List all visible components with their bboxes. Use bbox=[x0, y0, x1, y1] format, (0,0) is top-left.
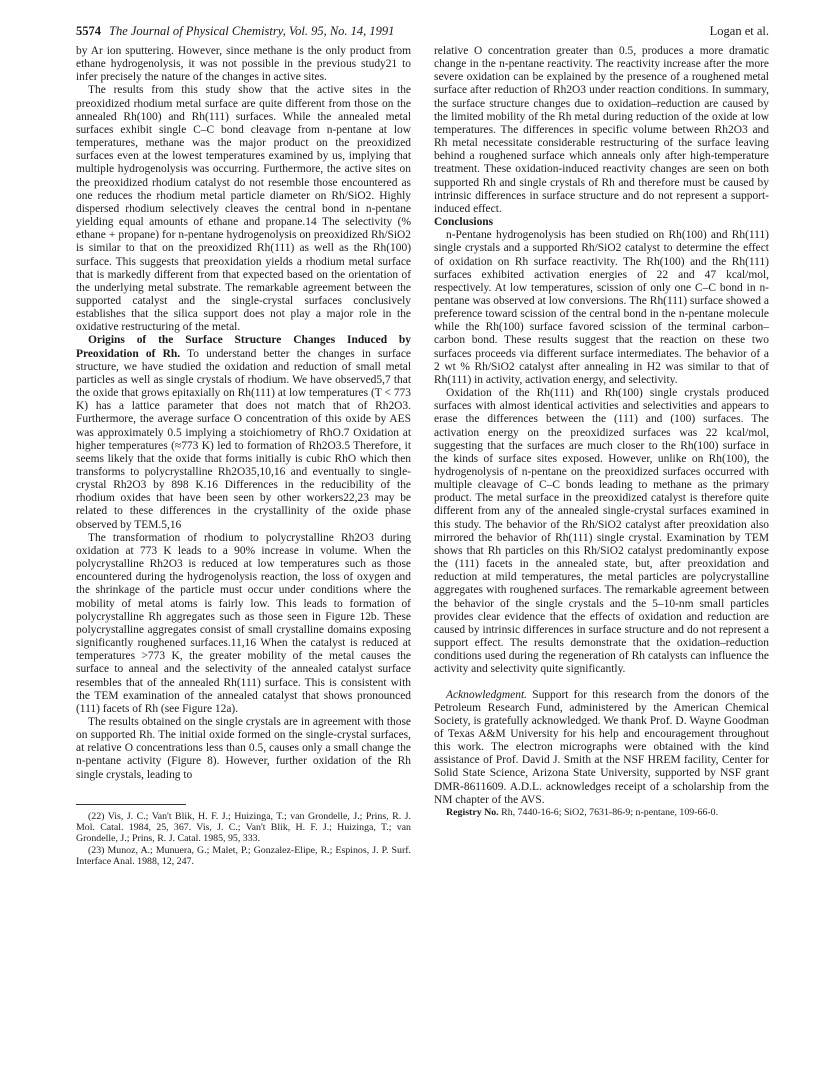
acknowledgment bbox=[434, 689, 769, 807]
two-column-body bbox=[76, 45, 769, 867]
registry-label: Registry No. bbox=[446, 806, 499, 818]
header-left bbox=[76, 24, 394, 39]
paragraph: by Ar ion sputtering. However, since methane is the only product from ethane hydrogenolysis, it was not possible in the previous study21 to infer precisely the nature of the changes in active sites. bbox=[76, 45, 411, 84]
registry-text: Rh, 7440-16-6; SiO2, 7631-86-9; n-pentane, 109-66-0. bbox=[501, 806, 719, 818]
journal-citation: The Journal of Physical Chemistry, Vol. 95, No. 14, 1991 bbox=[109, 24, 395, 38]
footnote-divider bbox=[76, 804, 186, 805]
paragraph bbox=[76, 334, 411, 531]
running-header bbox=[76, 24, 769, 39]
footnote: (23) Munoz, A.; Munuera, G.; Malet, P.; Gonzalez-Elipe, R.; Espinos, J. P. Surf. Interface Anal. 1988, 12, 247. bbox=[76, 844, 411, 867]
right-column bbox=[434, 45, 769, 867]
acknowledgment-label: Acknowledgment. bbox=[446, 688, 527, 701]
registry-numbers bbox=[434, 807, 769, 819]
acknowledgment-text: Support for this research from the donors of the Petroleum Research Fund, administered by the American Chemical Society, is gratefully acknowledged. We thank Prof. D. Wayne Goodman of Texas A&M University for his help and encouragement throughout this work. The electron micrographs were obtained with the kind assistance of Prof. David J. Smith at the NSF HREM facility, Center for Solid State Science, Arizona State University, supported by NSF grant DMR-8611609. A.D.L. acknowledges receipt of a scholarship from the NM chapter of the AVS. bbox=[434, 688, 769, 806]
paragraph-text: To understand better the changes in surface structure, we have studied the oxidation and reduction of small metal particles as well as single crystals of rhodium. We have observed5,7 that the oxide that grows epitaxially on Rh(111) at low temperatures (T < 773 K) has a lattice parameter that does not match that of Rh2O3. Furthermore, the average surface O concentration of this oxide by AES was approximately 0.5 implying a stoichiometry of RhO.7 Oxidation at higher temperatures (≈773 K) led to formation of Rh2O3.5 Therefore, it seems likely that the oxide that forms initially is cubic RhO which then transforms to polycrystalline Rh2O35,10,16 and eventually to single-crystal Rh2O3 by 898 K.16 Differences in the reducibility of the rhodium oxides that have been seen by other workers22,23 may be related to these differences in the crystallinity of the oxide phase observed by TEM.5,16 bbox=[76, 347, 412, 531]
paragraph: n-Pentane hydrogenolysis has been studied on Rh(100) and Rh(111) single crystals and a supported Rh/SiO2 catalyst to determine the effect of oxidation on Rh surface reactivity. The Rh(100) and the Rh(111) surfaces exhibited activation energies of 22 and 47 kcal/mol, respectively. At low temperatures, scission of only one C–C bond in n-pentane was observed at low conversions. The Rh(111) surface showed a preference toward scission of the central bond in the n-pentane molecule while the Rh(100) surface favored scission of the terminal carbon–carbon bond. These results suggest that the reaction on these two surfaces proceeds via different surface intermediates. The behavior of a 2 wt % Rh/SiO2 catalyst after annealing in H2 was similar to that of Rh(111) in activity, activation energy, and selectivity. bbox=[434, 229, 769, 386]
section-runin-heading: Origins of the Surface Structure Changes Induced by Preoxidation of Rh. bbox=[76, 334, 411, 360]
page-number: 5574 bbox=[76, 24, 101, 38]
footnote: (22) Vis, J. C.; Van't Blik, H. F. J.; Huizinga, T.; van Grondelle, J.; Prins, R. J. Mol. Catal. 1984, 25, 367. Vis, J. C.; Van't Blik, H. F. J.; Huizinga, T.; van Grondelle, J.; Prins, R. J. Catal. 1985, 95, 333. bbox=[76, 810, 411, 845]
paragraph: The results from this study show that the active sites in the preoxidized rhodium metal surface are quite different from those on the annealed Rh(100) and Rh(111) surfaces. While the annealed metal surfaces exhibit single C–C bond cleavage from n-pentane at low temperatures, methane was the major product on the preoxidized surfaces even at the lowest temperatures examined by us, implying that multiple hydrogenolysis was occurring. Furthermore, the active sites on the preoxidized rhodium catalyst do not resemble those encountered as one reduces the rhodium metal particle diameter on Rh/SiO2. Highly dispersed rhodium selectively cleaves the central bond in n-pentane yielding equal amounts of ethane and propane.14 The selectivity (% ethane + propane) for n-pentane hydrogenolysis on preoxidized Rh/SiO2 is similar to that on the preoxidized Rh(111) as well as the Rh(100) surface. This suggests that preoxidation yields a rhodium metal surface that is markedly different from that expected based on the orientation of the underlying metal substrate. The remarkable agreement between the supported catalyst and the single-crystal surfaces conclusively establishes that the silica support does not play a major role in the oxidative restructuring of the metal. bbox=[76, 84, 411, 334]
paragraph: The results obtained on the single crystals are in agreement with those on supported Rh. The initial oxide formed on the single-crystal surfaces, at relative O concentrations less than 0.5, causes only a small change the n-pentane activity (Figure 8). However, further oxidation of the Rh single crystals, leading to bbox=[76, 715, 411, 781]
paragraph: The transformation of rhodium to polycrystalline Rh2O3 during oxidation at 773 K leads to a 90% increase in volume. When the polycrystalline Rh2O3 is reduced at low temperatures such as those encountered during the hydrogenolysis reaction, the loss of oxygen and the shrinkage of the particle must occur under conditions where the mobility of metal atoms is fairly low. This leads to formation of polycrystalline Rh aggregates such as those seen in Figure 12b. These polycrystalline aggregates consist of small crystalline domains exposing significantly roughened surfaces.11,16 When the catalyst is reduced at temperatures >773 K, the greater mobility of the metal causes the surface to anneal and the selectivity of the annealed catalyst surface resembles that of the annealed Rh(111) surface. This is consistent with the TEM examination of the annealed catalyst that shows pronounced (111) facets of Rh (see Figure 12a). bbox=[76, 531, 411, 715]
paragraph: Oxidation of the Rh(111) and Rh(100) single crystals produced surfaces with almost identical activities and selectivities and appears to erase the differences between the (111) and (100) surfaces. The activation energy on the preoxidized surfaces was 22 kcal/mol, suggesting that the surfaces are much closer to the Rh(100) surface in the kinds of surface sites exposed. However, unlike on Rh(100), the hydrogenolysis of n-pentane on the preoxidized surfaces occurred with multiple cleavage of C–C bonds leading to methane as the primary product. The metal surface in the preoxidized catalyst is therefore quite different from any of the annealed single-crystal surfaces examined in this study. The behavior of the Rh/SiO2 catalyst after preoxidation also mirrored the behavior of Rh(111) single crystal. Examination by TEM shows that Rh particles on this Rh/SiO2 catalyst predominantly expose the (111) facets in the annealed state, but, after preoxidation and reduction at mild temperatures, the metal particles are polycrystalline aggregates with roughened surfaces. The remarkable agreement between the behavior of the single crystals and the 5–10-nm small particles provides clear evidence that the effects of oxidation and reduction are caused by intrinsic differences in surface structure and do not represent a support effect. The results demonstrate that the oxidation–reduction conditions used during the regeneration of Rh catalysts can influence the activity and selectivity quite significantly. bbox=[434, 387, 769, 676]
section-heading-conclusions: Conclusions bbox=[434, 216, 494, 229]
paragraph: relative O concentration greater than 0.5, produces a more dramatic change in the n-pentane reactivity. The reactivity increase after the more severe oxidation can be explained by the presence of a roughened metal surface after reduction of Rh2O3 under reaction conditions. In summary, the surface structure changes due to oxidation–reduction are caused by the limited mobility of the Rh metal during reduction of the oxide at low temperatures. The differences in specific volume between Rh2O3 and Rh metal necessitate considerable restructuring of the surface leaving behind a roughened surface which anneals only after high-temperature treatment. These oxidation-induced reactivity changes are seen on both supported Rh and single crystals of Rh and therefore must be caused by intrinsic differences in surface structure and do not represent a support-induced effect. bbox=[434, 45, 769, 215]
left-column bbox=[76, 45, 411, 867]
header-authors: Logan et al. bbox=[709, 24, 769, 38]
